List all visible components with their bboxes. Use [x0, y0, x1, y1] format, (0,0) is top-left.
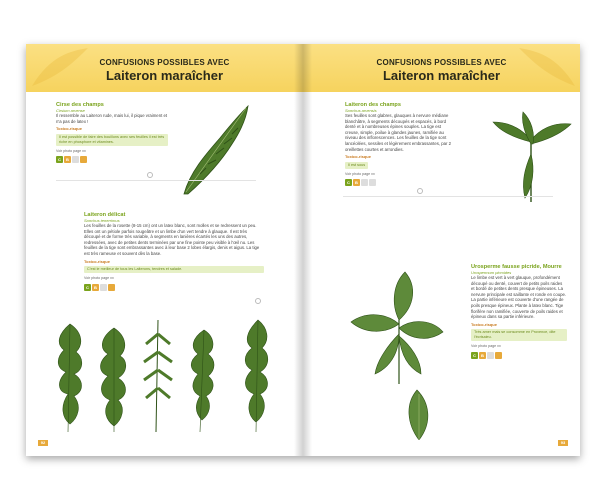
mark-b: B [353, 179, 360, 186]
entry-laiteron-delicat [84, 212, 264, 291]
page-number: 93 [558, 440, 568, 446]
entry-title: Laiteron délicat [84, 212, 126, 218]
photo-ref: Voir photo page xx [56, 148, 86, 153]
photo-ref: Voir photo page xx [345, 171, 375, 176]
mark-empty [108, 284, 115, 291]
entry-note: Très amer mais se consomme en Provence, dite l'écrisaieu. [471, 329, 567, 341]
usage-marks [56, 156, 168, 163]
entry-note: Il est sous [345, 162, 368, 169]
left-page [26, 44, 303, 456]
toxicity-label: Toxico-risque [56, 126, 82, 132]
page-number: 92 [38, 440, 48, 446]
entry-cirse [56, 102, 168, 163]
mark-empty [100, 284, 107, 291]
right-page [303, 44, 580, 456]
mark-empty [361, 179, 368, 186]
photo-ref: Voir photo page xx [84, 276, 114, 281]
banner-kicker: CONFUSIONS POSSIBLES AVEC [376, 58, 507, 67]
cirse-leaf-illustration [176, 102, 256, 198]
entry-laiteron-champs [345, 102, 455, 186]
mark-empty [495, 352, 502, 359]
divider [343, 196, 553, 197]
more-icon [147, 172, 153, 178]
usage-marks [345, 179, 455, 186]
banner-title: Laiteron maraîcher [105, 68, 224, 83]
laiteron-champs-illustration [485, 110, 575, 206]
mark-empty [369, 179, 376, 186]
left-banner [26, 44, 303, 92]
entry-latin: Sonchus arvensis [345, 108, 377, 113]
entry-title: Urosperme fausse picride, Mourre [471, 264, 562, 270]
banner-kicker: CONFUSIONS POSSIBLES AVEC [99, 58, 230, 67]
more-icon [417, 188, 423, 194]
mark-b: B [92, 284, 99, 291]
entry-title: Laiteron des champs [345, 102, 401, 108]
mark-empty [80, 156, 87, 163]
more-icon [255, 298, 261, 304]
entry-body: Ses feuilles sont glabres, glauques à nervure médiane blanchâtre, à segments découpés et espacés, à bord denté et à nombreuses épines souples. La tige est creuse, simple, poilue à glandes jaunes, ramifiée au niveau des inflorescences. Les feuilles de la tige sont lancéolées, sessiles et légèrement embrassantes, par 2 oreillettes courtes et arrondies. [345, 113, 452, 152]
mark-empty [487, 352, 494, 359]
usage-marks [84, 284, 264, 291]
book-gutter [294, 44, 312, 456]
entry-note: C'est le meilleur de tous les Laiterons, tendres et salade. [84, 266, 264, 273]
entry-latin: Urospermum picroides [471, 270, 512, 275]
toxicity-label: Toxico-risque [84, 258, 110, 264]
entry-body: Les feuilles de la rosette (8-15 cm) ont un latex blanc, sont molles et se redressent un peu. Elles ont un pétiole parfois rougeâtre et un limbe d'un vert tendre à glauque. Il est très découpé et de forme très variable, à segments en lanières écartés les uns des autres, redressées, avec de petites dents terminées par une fine pointe peu visible à l'œil nu. Les feuilles de la tige sont embrassantes avec à leur base 2 lobes élargis, denis et aigus. La tige est très rameuse et souvent dès la base. [84, 223, 260, 256]
open-book [26, 44, 580, 456]
entry-note: Il est possible de faire des bouillons avec ses feuilles il est très riche en phosphore et vitamines. [56, 134, 168, 146]
divider [56, 180, 256, 181]
right-banner [303, 44, 580, 92]
toxicity-label: Toxico-risque [345, 154, 371, 160]
mark-c: C [345, 179, 352, 186]
entry-latin: Cirsium arvense [56, 108, 85, 113]
toxicity-label: Toxico-risque [471, 321, 497, 327]
entry-latin: Sonchus tenerrimus [84, 218, 120, 223]
mark-b: B [479, 352, 486, 359]
mark-c: C [84, 284, 91, 291]
urosperme-illustration [341, 264, 451, 440]
mark-empty [72, 156, 79, 163]
mark-c: C [56, 156, 63, 163]
photo-ref: Voir photo page xx [471, 344, 501, 349]
laiteron-leaves-illustration [48, 314, 298, 434]
banner-title: Laiteron maraîcher [382, 68, 501, 83]
entry-title: Cirse des champs [56, 102, 104, 108]
entry-body: Le limbe est vert à vert glauque, profondément découpé ou denté, couvert de petits poils raides et bordé de petites dents presque épineuses. La nervure principale est saillante et ronde en coupe. La partie inférieure est couverte d'une rangée de poils presque épineux. Plante à latex blanc. Tige florifère non ramifiée, couverte de poils raides et épineux dans sa partie inférieure. [471, 275, 567, 320]
entry-body: Il ressemble au Laiteron rude, mais lui, il pique vraiment et n'a pas de latex ! [56, 113, 168, 124]
mark-c: C [471, 352, 478, 359]
mark-b: B [64, 156, 71, 163]
usage-marks [471, 352, 567, 359]
entry-urosperme [471, 264, 567, 359]
